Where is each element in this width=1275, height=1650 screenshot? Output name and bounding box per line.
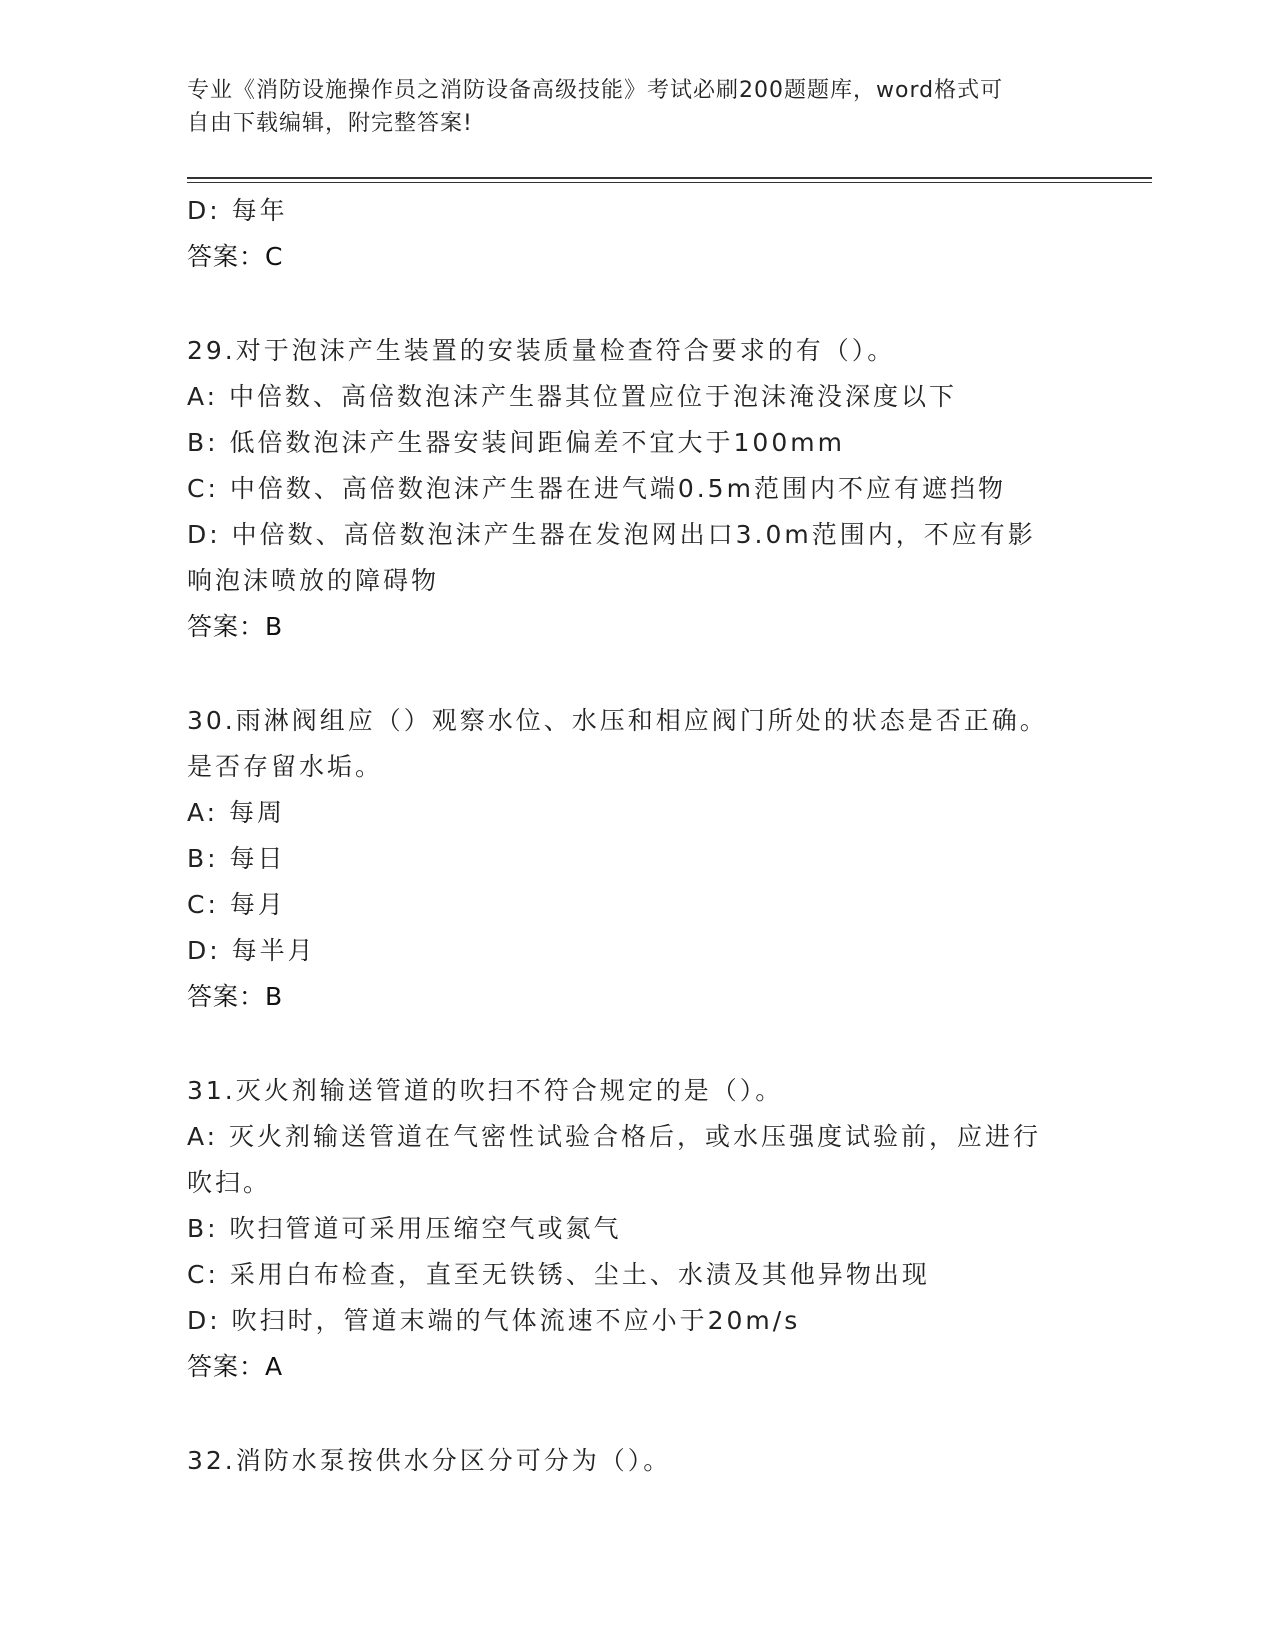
option-a: A: 灭火剂输送管道在气密性试验合格后，或水压强度试验前，应进行 xyxy=(187,1122,1042,1151)
option-a: A: 中倍数、高倍数泡沫产生器其位置应位于泡沫淹没深度以下 xyxy=(187,382,958,411)
question-stem: 29.对于泡沫产生装置的安装质量检查符合要求的有（）。 xyxy=(187,336,896,365)
document-header xyxy=(187,74,1067,140)
header-line-1: 专业《消防设施操作员之消防设备高级技能》考试必刷200题题库，word格式可 xyxy=(187,78,1004,103)
option-d: D: 中倍数、高倍数泡沫产生器在发泡网出口3.0m范围内，不应有影 xyxy=(187,520,1036,549)
question-stem-continued: 是否存留水垢。 xyxy=(187,752,384,781)
question-content xyxy=(187,188,1087,1484)
question-stem: 30.雨淋阀组应（）观察水位、水压和相应阀门所处的状态是否正确。 xyxy=(187,706,1048,735)
spacer xyxy=(187,650,1087,698)
option-c: C: 每月 xyxy=(187,890,286,919)
option-d-continued: 响泡沫喷放的障碍物 xyxy=(187,566,440,595)
question-stem: 31.灭火剂输送管道的吹扫不符合规定的是（）。 xyxy=(187,1076,784,1105)
option-b: B: 每日 xyxy=(187,844,286,873)
answer-line: 答案：A xyxy=(187,1352,284,1381)
question-block-32 xyxy=(187,1438,1087,1484)
spacer xyxy=(187,280,1087,328)
header-rule-thin xyxy=(187,182,1152,183)
option-c: C: 中倍数、高倍数泡沫产生器在进气端0.5m范围内不应有遮挡物 xyxy=(187,474,1006,503)
header-line-2: 自由下载编辑，附完整答案! xyxy=(187,111,473,136)
option-d: D: 吹扫时，管道末端的气体流速不应小于20m/s xyxy=(187,1306,801,1335)
question-block-29 xyxy=(187,328,1087,650)
answer-line: 答案：B xyxy=(187,982,284,1011)
question-block-30 xyxy=(187,698,1087,1020)
spacer xyxy=(187,1390,1087,1438)
answer-line: 答案：C xyxy=(187,242,284,271)
option-c: C: 采用白布检查，直至无铁锈、尘土、水渍及其他异物出现 xyxy=(187,1260,930,1289)
question-stem: 32.消防水泵按供水分区分可分为（）。 xyxy=(187,1446,672,1475)
question-block-31 xyxy=(187,1068,1087,1390)
option-d: D: 每年 xyxy=(187,196,288,225)
option-a: A: 每周 xyxy=(187,798,286,827)
spacer xyxy=(187,1020,1087,1068)
option-a-continued: 吹扫。 xyxy=(187,1168,272,1197)
option-b: B: 吹扫管道可采用压缩空气或氮气 xyxy=(187,1214,622,1243)
answer-line: 答案：B xyxy=(187,612,284,641)
header-rule-thick xyxy=(187,177,1152,179)
option-d: D: 每半月 xyxy=(187,936,316,965)
option-b: B: 低倍数泡沫产生器安装间距偏差不宜大于100mm xyxy=(187,428,845,457)
